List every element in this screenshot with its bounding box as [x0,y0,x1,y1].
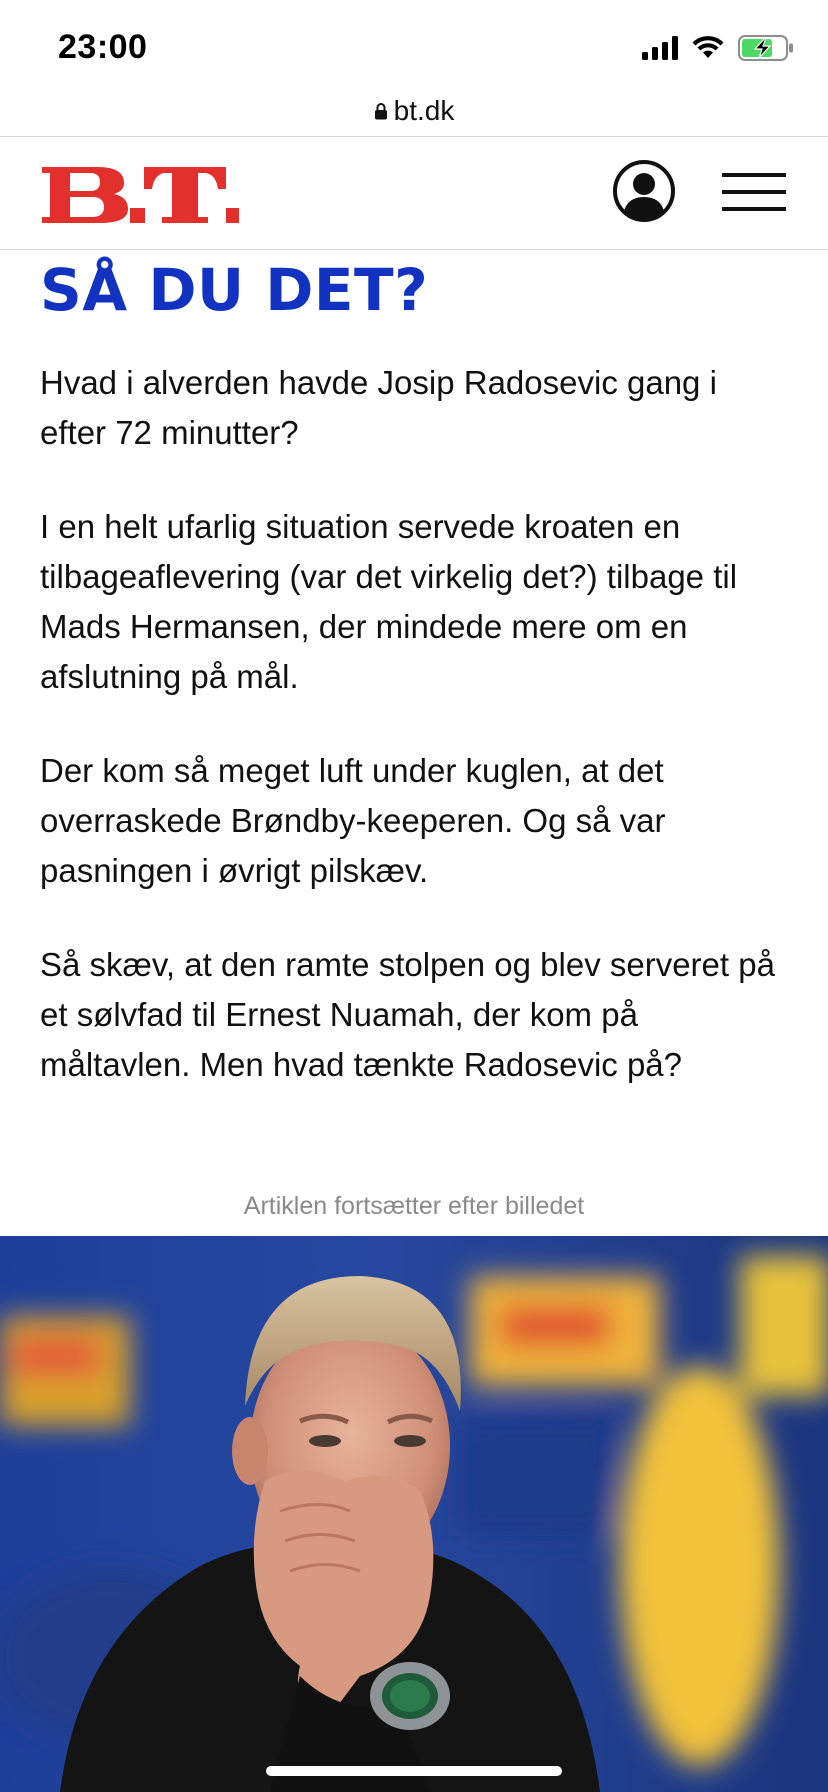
hamburger-menu-icon[interactable] [720,171,788,213]
address-bar-url: bt.dk [393,95,455,126]
site-header [0,136,828,250]
status-icons [642,34,794,66]
article-paragraph: I en helt ufarlig situation servede kroaten en tilbageaflevering (var det virkelig det?) tilbage til Mads Hermansen, der mindede mere om en afslutning på mål. [40,508,738,695]
battery-charging-icon [738,35,794,66]
article-paragraph: Så skæv, at den ramte stolpen og blev serveret på et sølvfad til Ernest Nuamah, der kom på måltavlen. Men hvad tænkte Radosevic på? [40,946,775,1083]
article-continues-note: Artiklen fortsætter efter billedet [243,1192,585,1220]
wifi-icon [692,36,724,65]
article-photo[interactable] [0,1236,828,1792]
status-time: 23:00 [58,28,148,66]
article-paragraph: Der kom så meget luft under kuglen, at det overraskede Brøndby-keeperen. Og så var pasningen i øvrigt pilskæv. [40,752,666,889]
home-indicator[interactable] [266,1766,562,1776]
user-account-icon[interactable] [612,159,676,223]
article-subheadline: SÅ DU DET? [40,256,429,324]
status-bar [0,0,828,96]
cellular-signal-icon [642,36,678,65]
lock-icon [374,102,388,120]
article-paragraph: Hvad i alverden havde Josip Radosevic gang i efter 72 minutter? [40,364,717,451]
article-body [40,250,792,1090]
address-bar[interactable] [0,88,828,134]
bt-logo[interactable] [40,161,240,225]
